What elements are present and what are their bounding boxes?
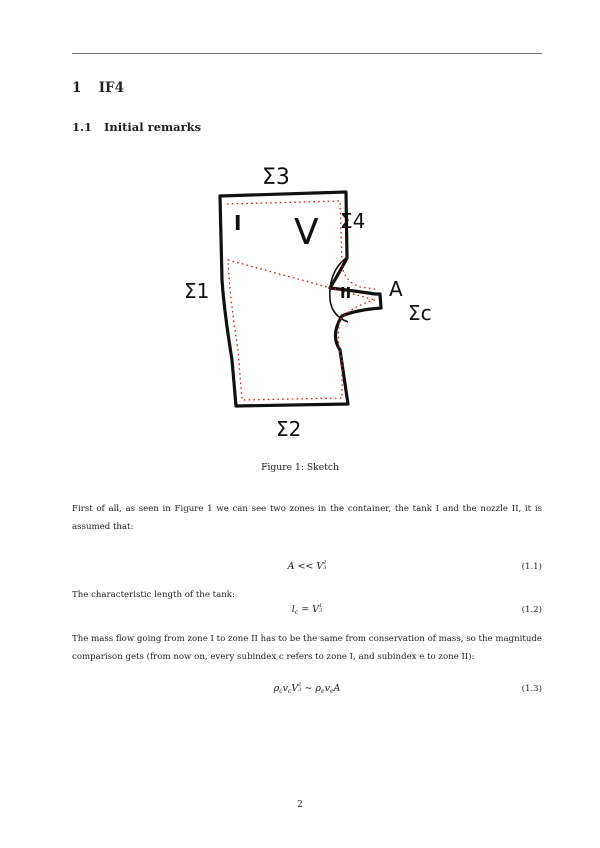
label-sigma3: Σ3 (262, 165, 290, 190)
eq3-v-c-sub: c (287, 688, 292, 695)
eq3-rho-e-sub: e (321, 688, 325, 695)
section-number: 1 (72, 80, 82, 96)
label-sigmaC: Σc (408, 301, 432, 325)
equation-1-2-body (72, 604, 542, 616)
paragraph-2: The characteristic length of the tank: (72, 590, 235, 600)
equation-tag-1-1: (1.1) (521, 562, 542, 572)
paragraph-3: The mass flow going from zone I to zone II has to be the same from conservation of mass, so the magnitude comparison gets (from now on, every subindex c refers to zone I, and subindex e to zone II): (72, 634, 542, 662)
label-area: A (389, 277, 403, 301)
eq2-lhs: l (291, 604, 295, 615)
eq2-exponent (319, 604, 322, 614)
equation-1-3-body (72, 683, 542, 695)
label-zone2: II (340, 284, 352, 302)
eq1-exp-num: 2 (323, 560, 327, 566)
eq3-sim: ∼ (301, 683, 316, 694)
label-zone1: I (234, 211, 242, 235)
subsection-heading (72, 120, 201, 134)
eq1-exp-den: 3 (323, 565, 327, 571)
eq3-rho-c: ρ (273, 683, 280, 694)
paragraph-1: First of all, as seen in Figure 1 we can see two zones in the container, the tank I and the nozzle II, it is assumed that: (72, 504, 542, 532)
page-number: 2 (297, 800, 303, 810)
eq3-v-e-sub: e (329, 688, 334, 695)
eq3-V: V (291, 683, 299, 694)
figure-caption: Figure 1: Sketch (261, 462, 339, 473)
equation-1-3 (72, 683, 542, 699)
label-sigma4: Σ4 (340, 209, 366, 233)
eq2-lhs-sub: c (294, 609, 299, 616)
sketch-figure (170, 160, 450, 445)
eq2-exp-num: 1 (319, 603, 323, 609)
eq3-rho-c-sub: c (279, 688, 283, 695)
label-sigma1: Σ1 (184, 279, 210, 303)
equation-1-1 (72, 561, 542, 577)
sketch-drawing (170, 160, 450, 445)
equation-1-1-body (72, 561, 542, 572)
section-heading (72, 80, 124, 96)
eq2-exp-den: 3 (319, 608, 323, 614)
label-sigma2: Σ2 (276, 417, 302, 441)
section-title: IF4 (98, 80, 124, 96)
eq3-rho-e: ρ (315, 683, 321, 694)
eq1-lhs: A << V (287, 561, 324, 572)
subsection-number: 1.1 (72, 120, 93, 134)
eq1-exponent (323, 561, 326, 571)
header-rule (72, 53, 542, 54)
eq3-A: A (333, 683, 341, 694)
eq2-rhs: = V (298, 604, 320, 615)
equation-tag-1-3: (1.3) (521, 684, 542, 694)
label-volume: V (294, 212, 319, 253)
eq3-exp-num: 2 (298, 682, 302, 688)
eq3-v-c: v (282, 683, 288, 694)
subsection-title: Initial remarks (104, 120, 202, 134)
equation-tag-1-2: (1.2) (521, 605, 542, 615)
eq3-exp-den: 3 (298, 687, 302, 693)
equation-1-2 (72, 604, 542, 620)
eq3-v-e: v (324, 683, 330, 694)
